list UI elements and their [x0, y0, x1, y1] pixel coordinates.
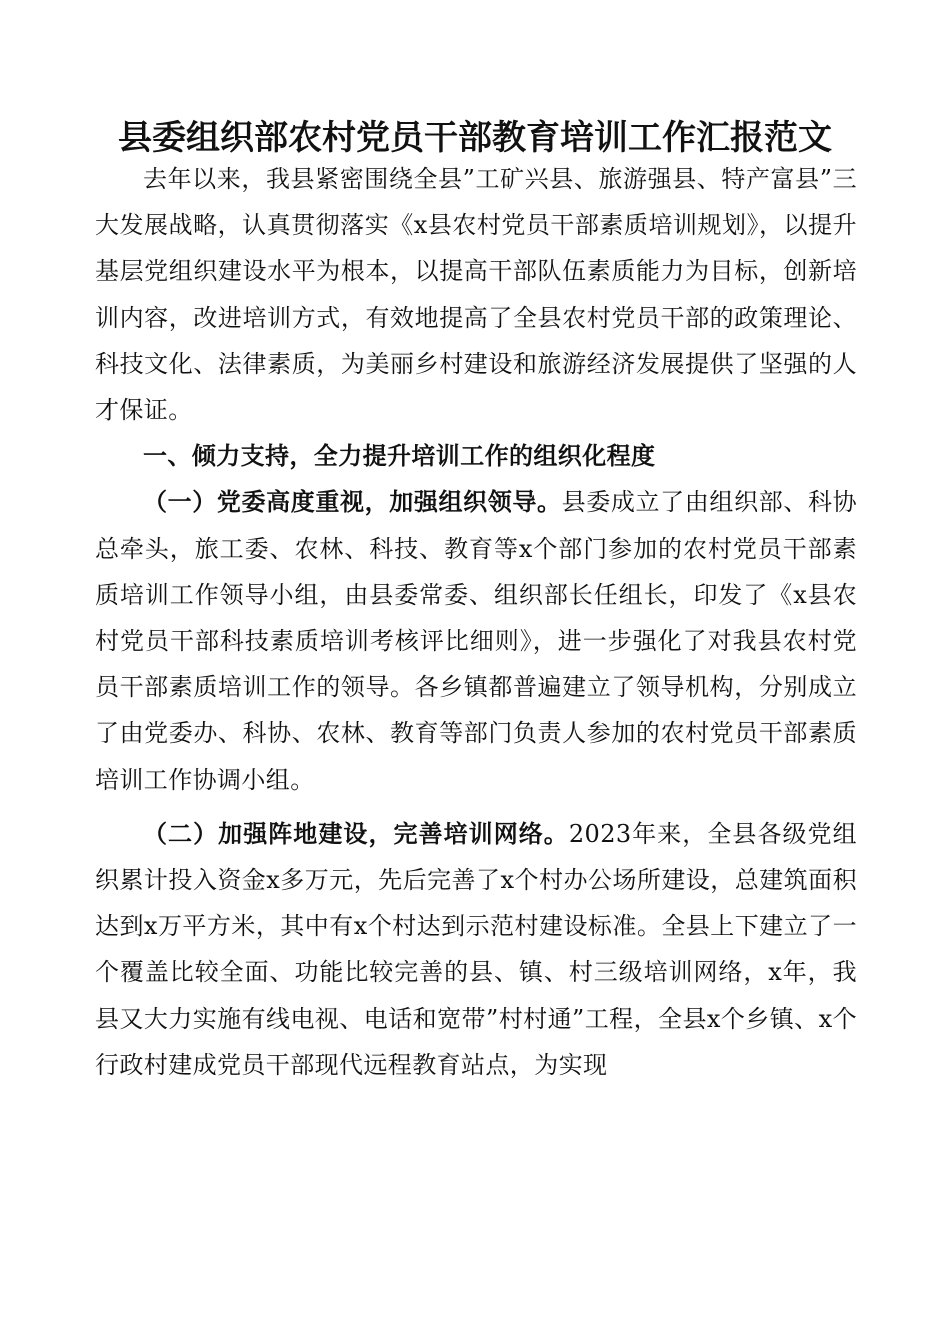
section-heading-1 [95, 433, 857, 479]
subsection-2-lead: （二）加强阵地建设，完善培训网络。 [143, 819, 569, 848]
intro-paragraph: 去年以来，我县紧密围绕全县”工矿兴县、旅游强县、特产富县”三大发展战略，认真贯彻落实《x县农村党员干部素质培训规划》，以提升基层党组织建设水平为根本，以提高干部队伍素质能力为目标，创新培训内容，改进培训方式，有效地提高了全县农村党员干部的政策理论、科技文化、法律素质，为美丽乡村建设和旅游经济发展提供了坚强的人才保证。 [95, 165, 857, 425]
subsection-2-paragraph [95, 811, 857, 1088]
subsection-2-body: 2023年来，全县各级党组织累计投入资金x多万元，先后完善了x个村办公场所建设，总建筑面积达到x万平方米，其中有x个村达到示范村建设标准。全县上下建立了一个覆盖比较全面、功能比较完善的县、镇、村三级培训网络，x年，我县又大力实施有线电视、电话和宽带”村村通”工程，全县x个乡镇、x个行政村建成党员干部现代远程教育站点，为实现 [95, 819, 857, 1079]
subsection-1-paragraph [95, 479, 857, 802]
document-body [95, 156, 857, 1088]
subsection-1-lead: （一）党委高度重视，加强组织领导。 [143, 488, 562, 517]
section-heading-1-text: 一、倾力支持，全力提升培训工作的组织化程度 [143, 442, 656, 471]
subsection-1-body: 县委成立了由组织部、科协总牵头，旅工委、农林、科技、教育等x个部门参加的农村党员干部素质培训工作领导小组，由县委常委、组织部长任组长，印发了《x县农村党员干部科技素质培训考核评比细则》，进一步强化了对我县农村党员干部素质培训工作的领导。各乡镇都普遍建立了领导机构，分别成立了由党委办、科协、农林、教育等部门负责人参加的农村党员干部素质培训工作协调小组。 [95, 488, 857, 794]
document-title: 县委组织部农村党员干部教育培训工作汇报范文 [118, 118, 832, 158]
